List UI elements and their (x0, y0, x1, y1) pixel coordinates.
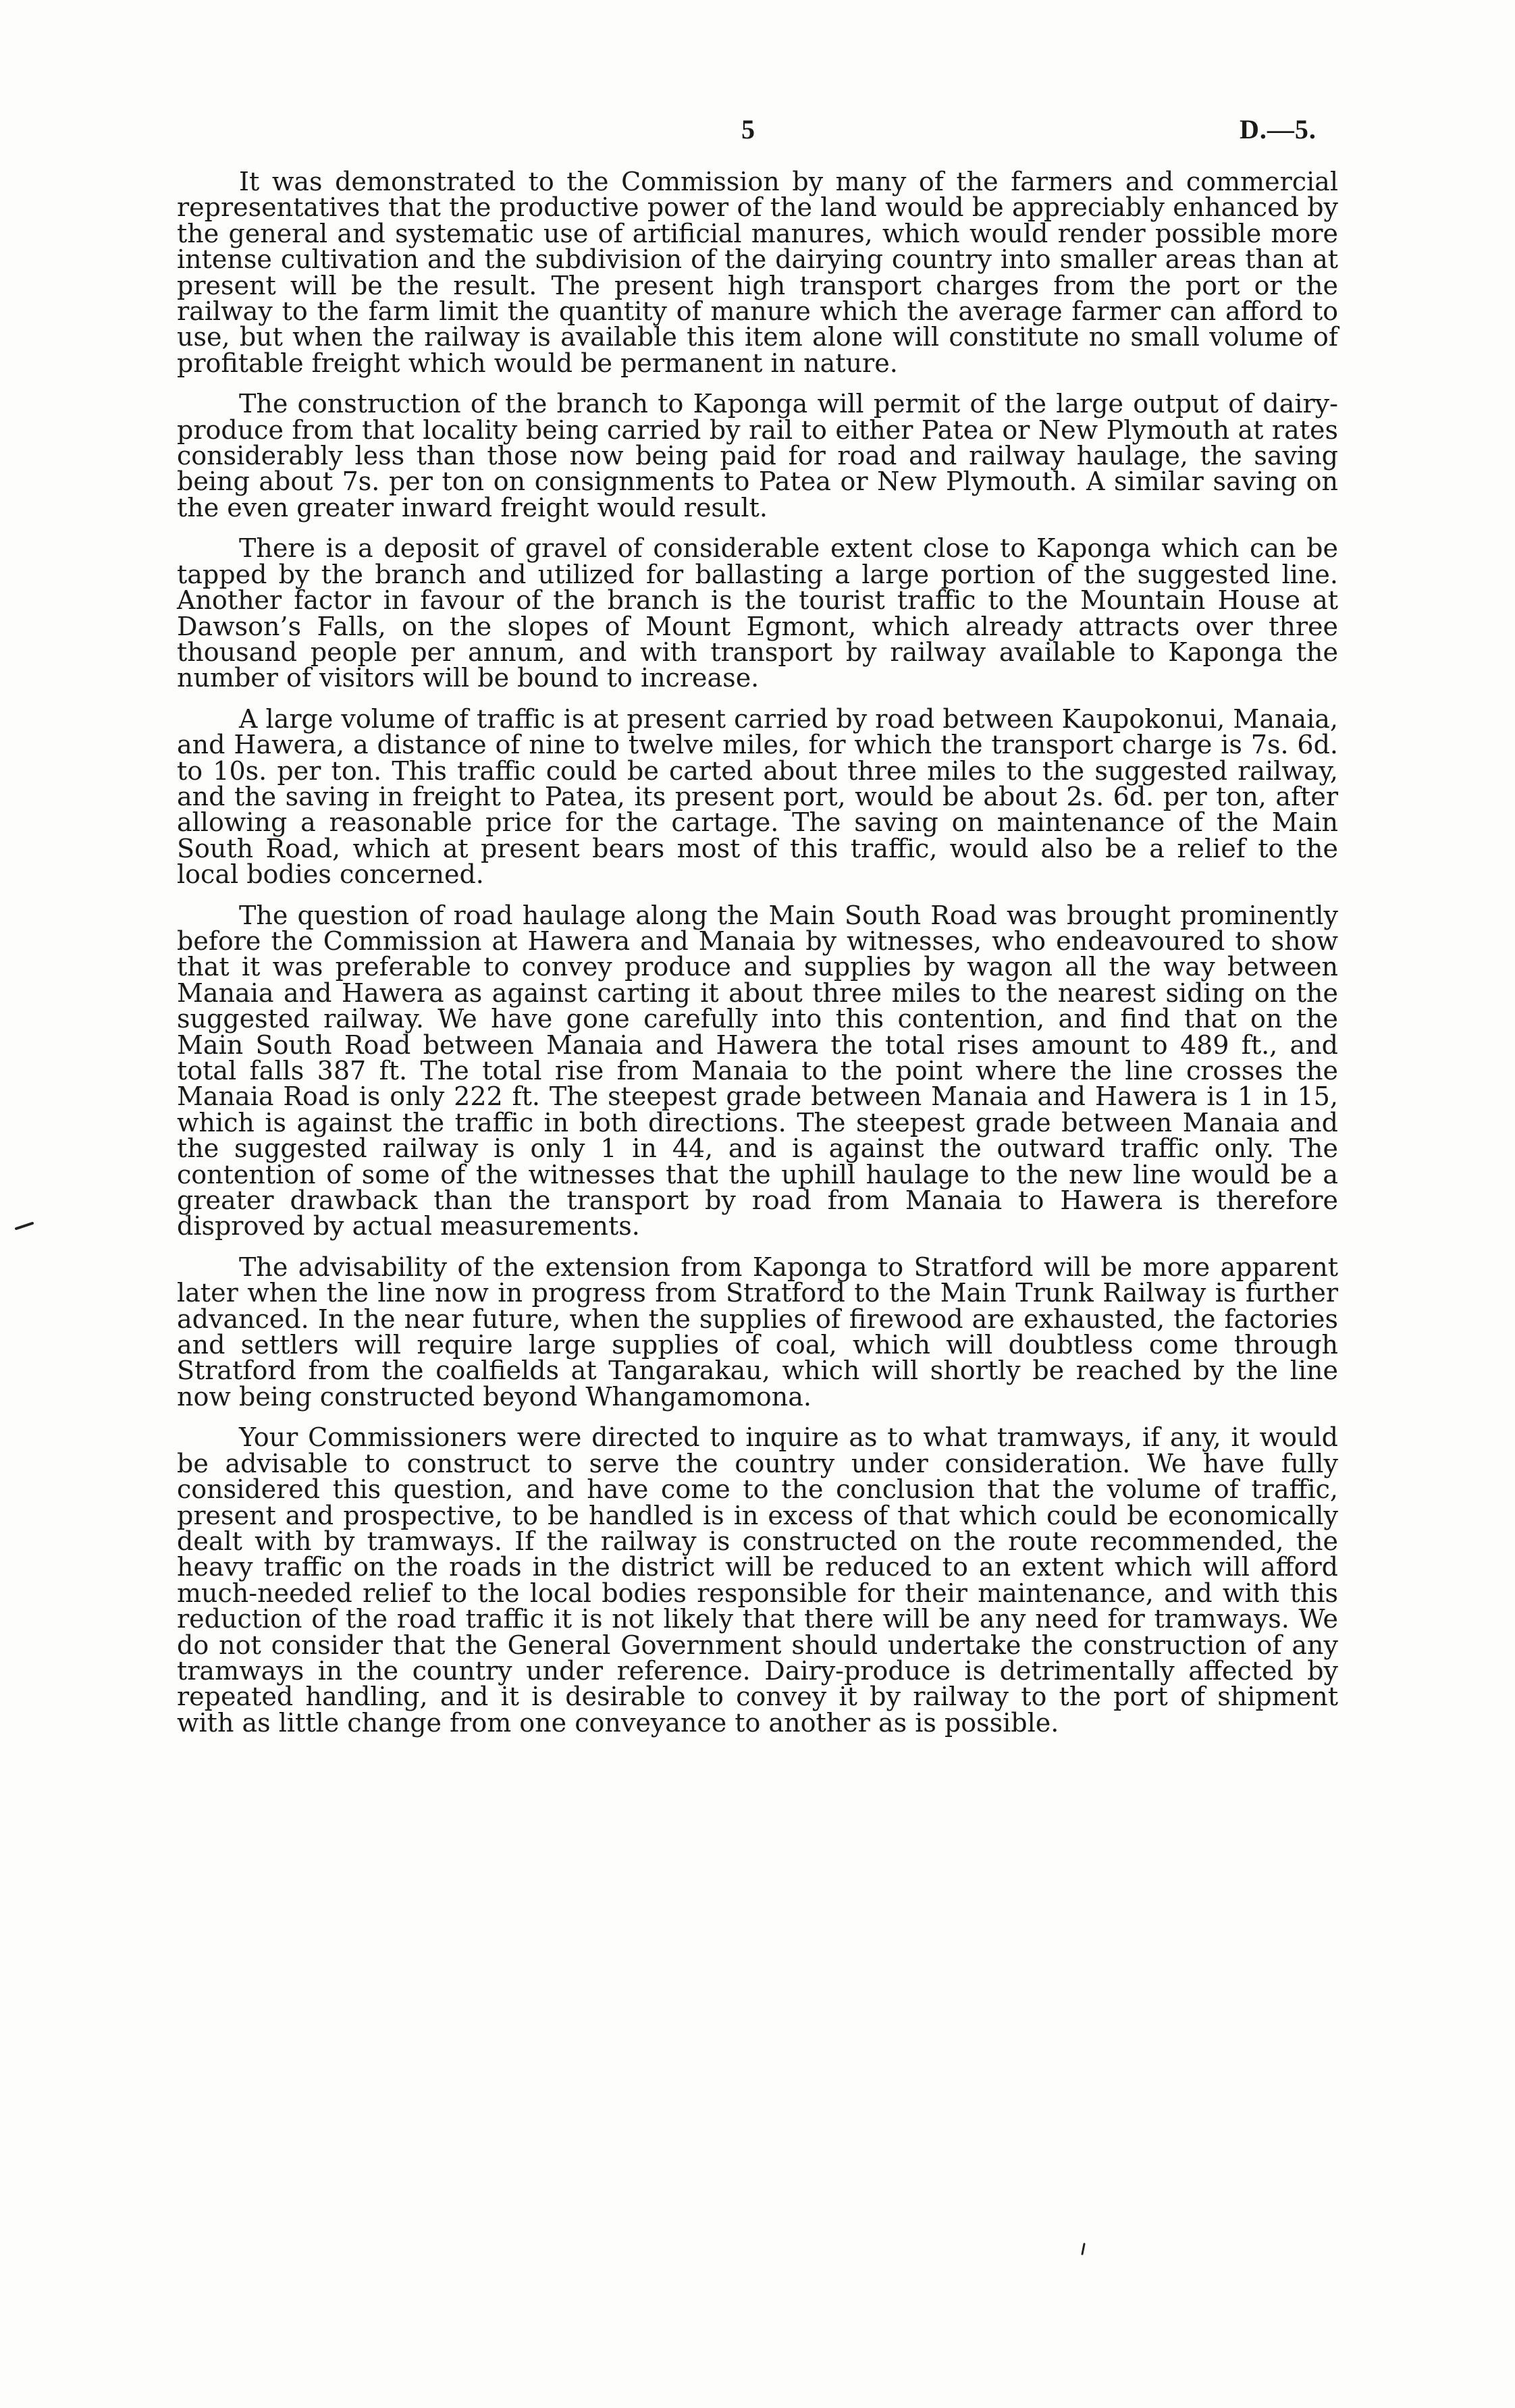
page-number: 5 (741, 114, 755, 144)
scan-mark-icon (15, 1221, 35, 1231)
paragraph: It was demonstrated to the Commission by many of the farmers and commercial representatives that the productive power of the land would be appreciably enhanced by the general and systematic use of artificial manures, which would render possible more intense cultivation and the subdivision of the dairying country into smaller areas than at present will be the result. The present high transport charges from the port or the railway to the farm limit the quantity of manure which the average farmer can afford to use, but when the railway is available this item alone will constitute no small volume of profitable freight which would be permanent in nature. (177, 167, 1338, 378)
paragraph: Your Commissioners were directed to inquire as to what tramways, if any, it would be advisable to construct to serve the country under consideration. We have fully considered this question, and have come to the conclusion that the volume of traffic, present and prospective, to be handled is in excess of that which could be economically dealt with by tramways. If the railway is constructed on the route recommended, the heavy traffic on the roads in the district will be reduced to an extent which will afford much-needed relief to the local bodies responsible for their maintenance, and with this reduction of the road traffic it is not likely that there will be any need for tramways. We do not consider that the General Government should undertake the construction of any tramways in the country under reference. Dairy-produce is detrimentally affected by repeated handling, and it is desirable to convey it by railway to the port of shipment with as little change from one conveyance to another as is possible. (177, 1422, 1338, 1738)
document-reference: D.—5. (1240, 114, 1317, 144)
paragraph: The advisability of the extension from Kaponga to Stratford will be more apparent later when the line now in progress from Stratford to the Main Trunk Railway is further advanced. In the near future, when the supplies of firewood are exhausted, the factories and settlers will require large supplies of coal, which will doubtless come through Stratford from the coalfields at Tangarakau, which will shortly be reached by the line now being constructed beyond Whangamomona. (177, 1252, 1338, 1412)
paragraph: The question of road haulage along the Main South Road was brought prominently before the Commission at Hawera and Manaia by witnesses, who endeavoured to show that it was preferable to convey produce and supplies by wagon all the way between Manaia and Hawera as against carting it about three miles to the nearest siding on the suggested railway. We have gone carefully into this contention, and find that on the Main South Road between Manaia and Hawera the total rises amount to 489 ft., and total falls 387 ft. The total rise from Manaia to the point where the line crosses the Manaia Road is only 222 ft. The steepest grade between Manaia and Hawera is 1 in 15, which is against the traffic in both directions. The steepest grade between Manaia and the suggested railway is only 1 in 44, and is against the outward traffic only. The contention of some of the witnesses that the uphill haulage to the new line would be a greater drawback than the transport by road from Manaia to Hawera is therefore disproved by actual measurements. (177, 900, 1338, 1241)
paragraph: A large volume of traffic is at present carried by road between Kaupokonui, Manaia, and Hawera, a distance of nine to twelve miles, for which the transport charge is 7s. 6d. to 10s. per ton. This traffic could be carted about three miles to the suggested railway, and the saving in freight to Patea, its present port, would be about 2s. 6d. per ton, after allowing a reasonable price for the cartage. The saving on maintenance of the Main South Road, which at present bears most of this traffic, would also be a relief to the local bodies concerned. (177, 703, 1339, 890)
scan-mark-icon (1080, 2243, 1087, 2256)
paragraph: The construction of the branch to Kaponga will permit of the large output of dairy-produce from that locality being carried by rail to either Patea or New Plymouth at rates considerably less than those now being paid for road and railway haulage, the saving being about 7s. per ton on consignments to Patea or New Plymouth. A similar saving on the even greater inward freight would result. (177, 389, 1338, 523)
page-header (0, 113, 1515, 154)
paragraph: There is a deposit of gravel of considerable extent close to Kaponga which can be tapped by the branch and utilized for ballasting a large portion of the suggested line. Another factor in favour of the branch is the tourist traffic to the Mountain House at Dawson’s Falls, on the slopes of Mount Egmont, which already attracts over three thousand people per annum, and with transport by railway available to Kaponga the number of visitors will be bound to increase. (177, 533, 1338, 693)
body-text (177, 169, 1338, 1750)
